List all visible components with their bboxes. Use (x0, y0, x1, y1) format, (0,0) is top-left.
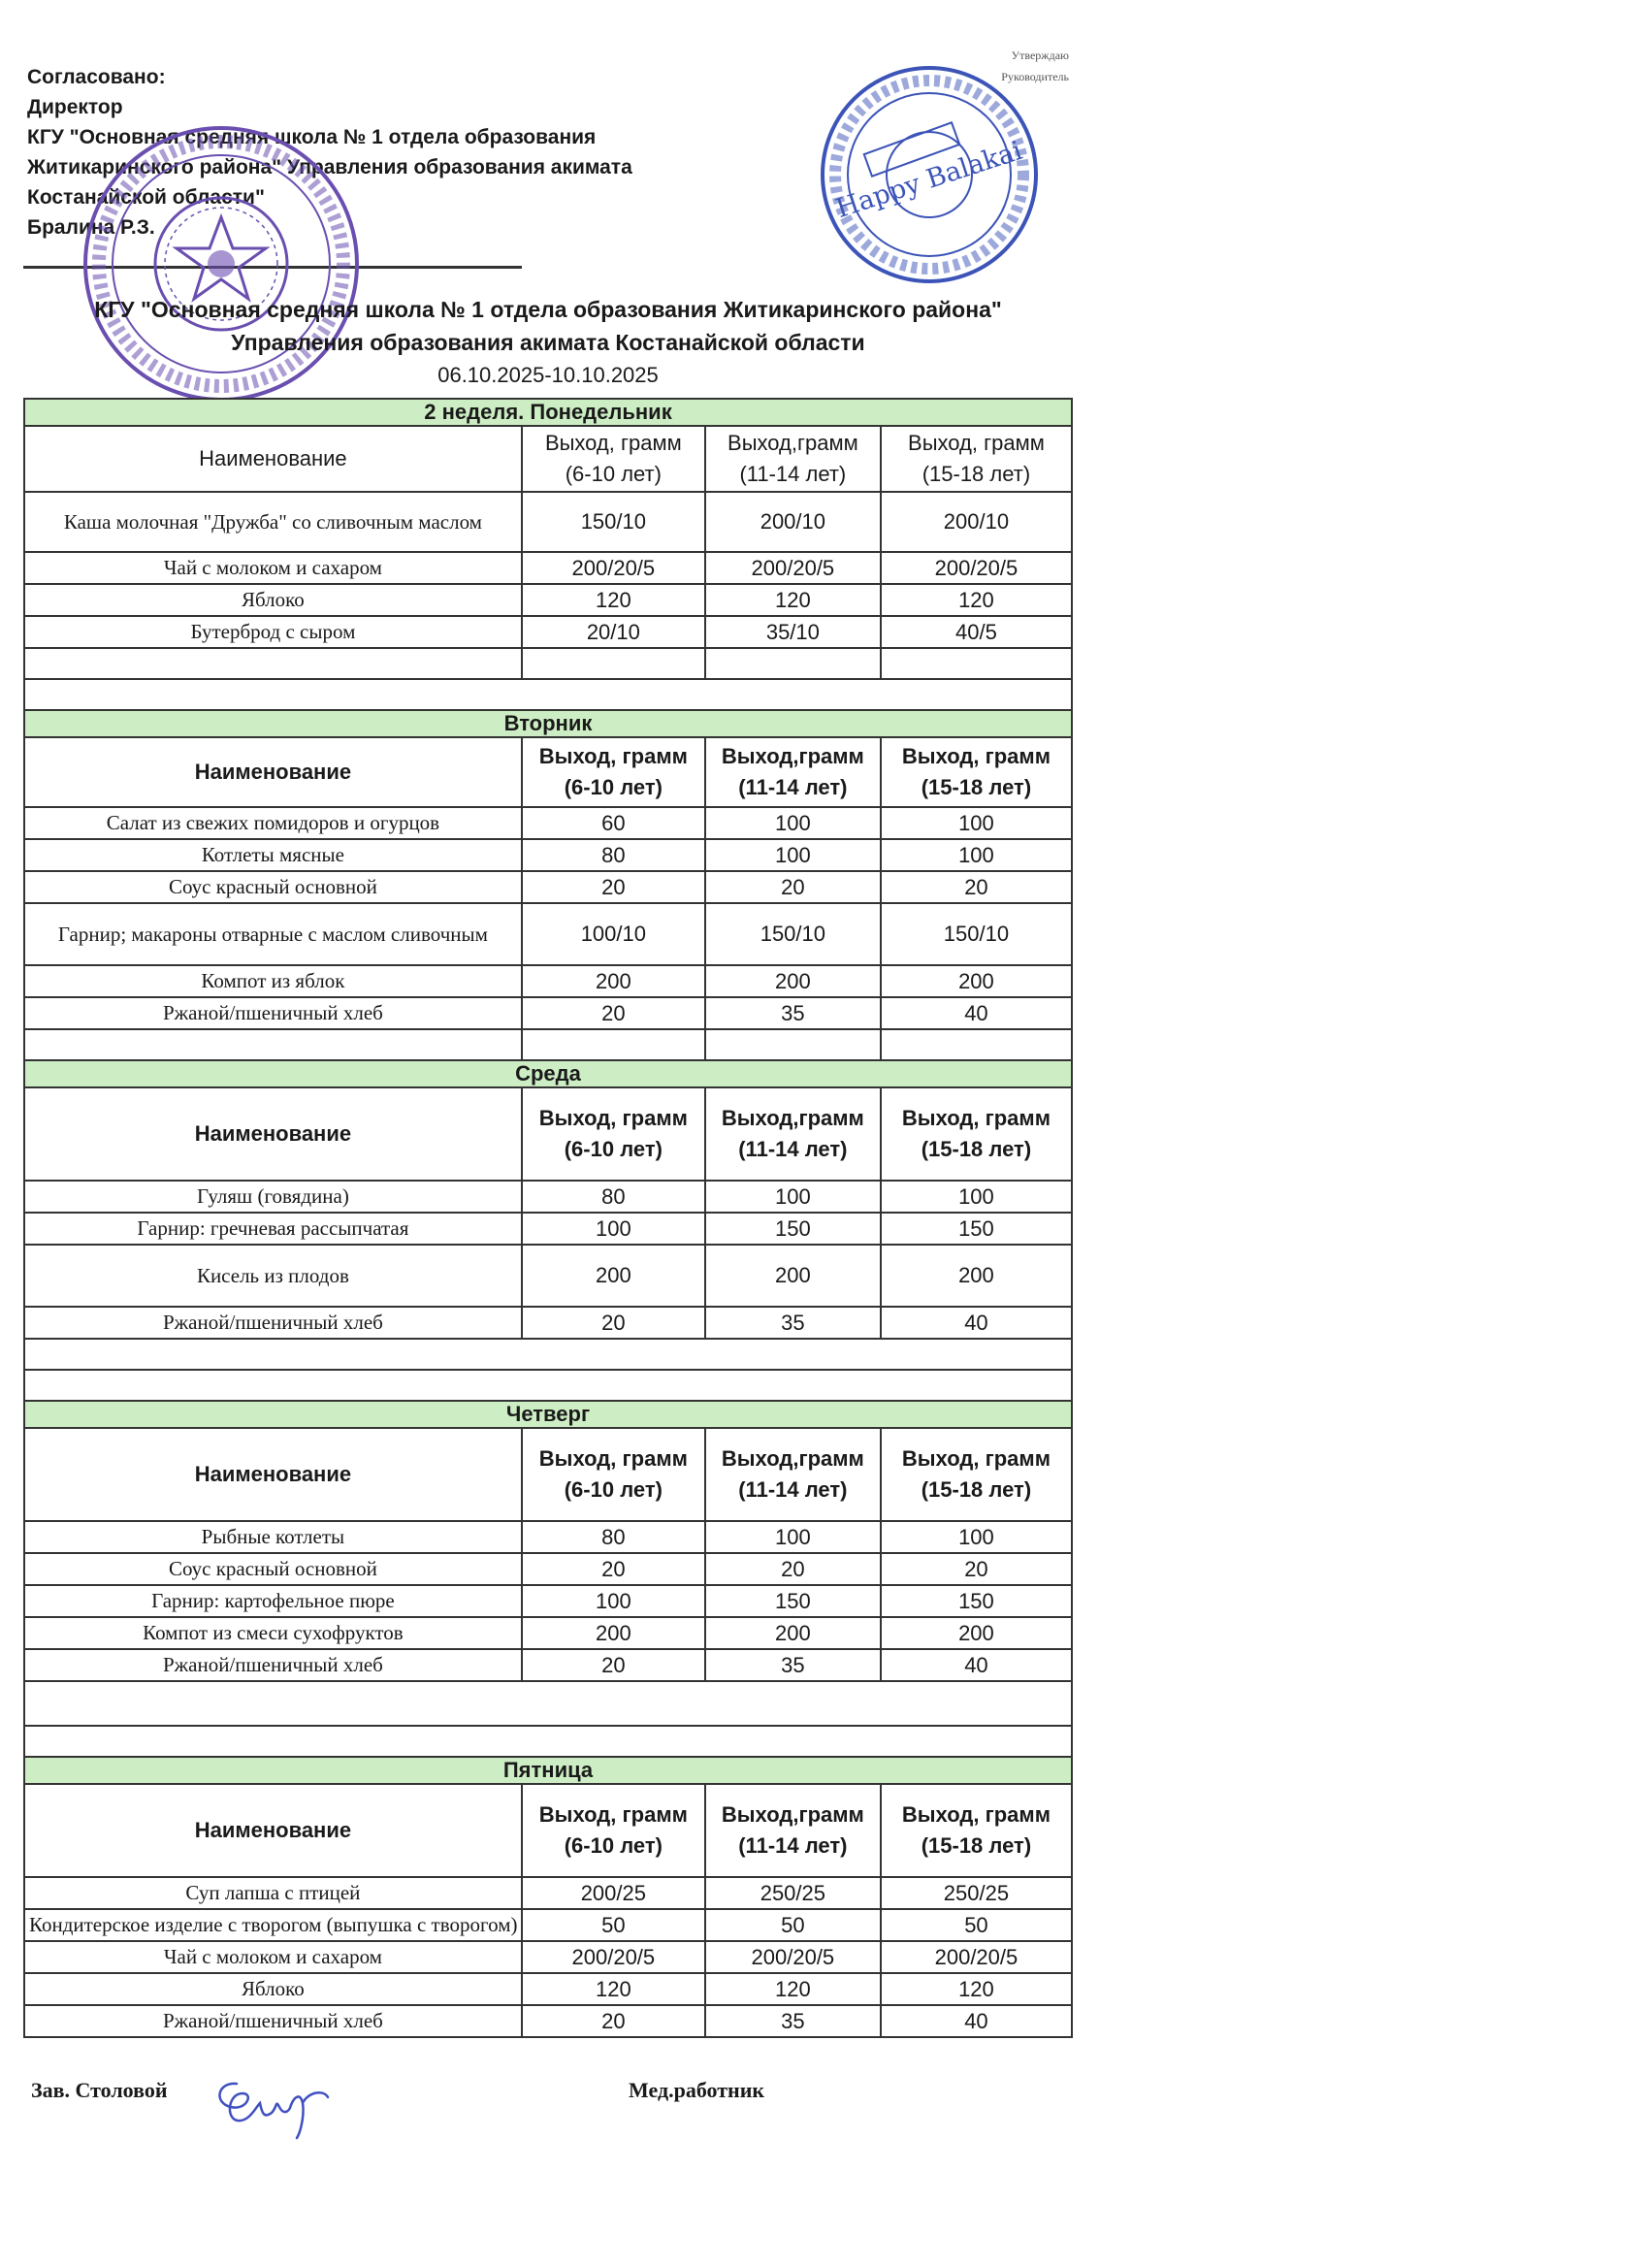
col-header-name: Наименование (24, 426, 522, 492)
empty-row (24, 1726, 1072, 1757)
approval-org-line2: Житикаринского района" Управления образования акимата (27, 156, 632, 178)
table-row: Гарнир: гречневая рассыпчатая 100 150 150 (24, 1213, 1072, 1245)
col-header-11-14: Выход,грамм (11-14 лет) (705, 1087, 881, 1181)
day-header-row (24, 1060, 1072, 1087)
col-header-15-18: Выход, грамм (15-18 лет) (881, 1784, 1072, 1877)
table-row: Компот из яблок 200 200 200 (24, 965, 1072, 997)
empty-row (24, 1370, 1072, 1401)
day-title-friday: Пятница (24, 1757, 1072, 1784)
table-row: Яблоко 120 120 120 (24, 584, 1072, 616)
table-row: Гарнир; макароны отварные с маслом сливочным 100/10 150/10 150/10 (24, 903, 1072, 965)
table-row: Компот из смеси сухофруктов 200 200 200 (24, 1617, 1072, 1649)
approve-word: Утверждаю (1011, 49, 1069, 62)
day-title-wednesday: Среда (24, 1060, 1072, 1087)
approval-position: Директор (27, 96, 123, 118)
table-row: Каша молочная "Дружба" со сливочным маслом 150/10 200/10 200/10 (24, 492, 1072, 552)
document-title-line1: КГУ "Основная средняя школа № 1 отдела образования Житикаринского района" (94, 297, 1002, 322)
table-row: Кисель из плодов 200 200 200 (24, 1245, 1072, 1307)
approval-org-line3: Костанайской области" (27, 186, 265, 209)
round-stamp-right (815, 60, 1044, 289)
column-header-row (24, 1087, 1072, 1181)
table-row: Ржаной/пшеничный хлеб 20 35 40 (24, 997, 1072, 1029)
col-header-15-18: Выход, грамм (15-18 лет) (881, 737, 1072, 807)
table-row: Котлеты мясные 80 100 100 (24, 839, 1072, 871)
col-header-15-18: Выход, грамм (15-18 лет) (881, 426, 1072, 492)
table-row: Ржаной/пшеничный хлеб 20 35 40 (24, 1649, 1072, 1681)
column-header-row (24, 1428, 1072, 1521)
table-row: Соус красный основной 20 20 20 (24, 1553, 1072, 1585)
empty-row (24, 1339, 1072, 1370)
col-header-name: Наименование (24, 1784, 522, 1877)
col-header-6-10: Выход, грамм (6-10 лет) (522, 1428, 705, 1521)
day-header-row (24, 399, 1072, 426)
day-title-thursday: Четверг (24, 1401, 1072, 1428)
table-row: Ржаной/пшеничный хлеб 20 35 40 (24, 2005, 1072, 2037)
approval-agreed: Согласовано: (27, 66, 166, 88)
menu-table (23, 398, 1073, 2038)
empty-row (24, 1681, 1072, 1726)
column-header-row (24, 737, 1072, 807)
approval-org-line1: КГУ "Основная средняя школа № 1 отдела образования (27, 126, 597, 148)
day-title-monday: 2 неделя. Понедельник (24, 399, 1072, 426)
col-header-6-10: Выход, грамм (6-10 лет) (522, 1087, 705, 1181)
empty-row (24, 648, 1072, 679)
column-header-row (24, 1784, 1072, 1877)
table-row: Гуляш (говядина) 80 100 100 (24, 1181, 1072, 1213)
table-row: Чай с молоком и сахаром 200/20/5 200/20/5 200/20/5 (24, 1941, 1072, 1973)
col-header-11-14: Выход,грамм (11-14 лет) (705, 737, 881, 807)
approval-name: Бралина Р.З. (27, 216, 155, 239)
table-row: Рыбные котлеты 80 100 100 (24, 1521, 1072, 1553)
day-title-tuesday: Вторник (24, 710, 1072, 737)
table-row: Салат из свежих помидоров и огурцов 60 100 100 (24, 807, 1072, 839)
column-header-row (24, 426, 1072, 492)
col-header-11-14: Выход,грамм (11-14 лет) (705, 1428, 881, 1521)
table-row: Ржаной/пшеничный хлеб 20 35 40 (24, 1307, 1072, 1339)
menu-dates: 06.10.2025-10.10.2025 (437, 363, 659, 387)
stamp-right-center-text: Happy Balakai (832, 135, 1026, 225)
approve-role: Руководитель (1001, 70, 1069, 83)
col-header-15-18: Выход, грамм (15-18 лет) (881, 1428, 1072, 1521)
col-header-name: Наименование (24, 1087, 522, 1181)
col-header-name: Наименование (24, 1428, 522, 1521)
col-header-15-18: Выход, грамм (15-18 лет) (881, 1087, 1072, 1181)
table-row: Чай с молоком и сахаром 200/20/5 200/20/5 200/20/5 (24, 552, 1072, 584)
col-header-6-10: Выход, грамм (6-10 лет) (522, 737, 705, 807)
col-header-name: Наименование (24, 737, 522, 807)
table-row: Бутерброд с сыром 20/10 35/10 40/5 (24, 616, 1072, 648)
table-row: Кондитерское изделие с творогом (выпушка с творогом) 50 50 50 (24, 1909, 1072, 1941)
empty-row (24, 679, 1072, 710)
table-row: Гарнир: картофельное пюре 100 150 150 (24, 1585, 1072, 1617)
col-header-11-14: Выход,грамм (11-14 лет) (705, 1784, 881, 1877)
canteen-signature (208, 2064, 343, 2142)
col-header-6-10: Выход, грамм (6-10 лет) (522, 1784, 705, 1877)
table-row: Соус красный основной 20 20 20 (24, 871, 1072, 903)
day-header-row (24, 710, 1072, 737)
table-row: Яблоко 120 120 120 (24, 1973, 1072, 2005)
table-row: Суп лапша с птицей 200/25 250/25 250/25 (24, 1877, 1072, 1909)
col-header-6-10: Выход, грамм (6-10 лет) (522, 426, 705, 492)
day-header-row (24, 1757, 1072, 1784)
document-title-line2: Управления образования акимата Костанайской области (231, 330, 865, 355)
day-header-row (24, 1401, 1072, 1428)
footer-canteen-label: Зав. Столовой (31, 2078, 168, 2102)
footer-medic-label: Мед.работник (629, 2078, 765, 2102)
empty-row (24, 1029, 1072, 1060)
col-header-11-14: Выход,грамм (11-14 лет) (705, 426, 881, 492)
